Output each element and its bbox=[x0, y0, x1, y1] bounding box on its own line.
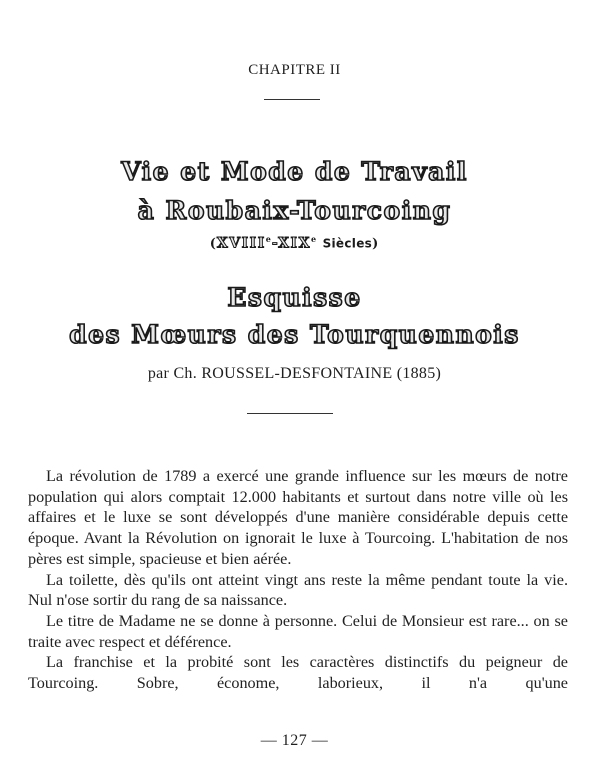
page-number: — 127 — bbox=[260, 732, 329, 749]
section-rule bbox=[247, 413, 333, 414]
chapter-heading: CHAPITRE II bbox=[248, 62, 341, 78]
paragraph-1: La révolution de 1789 a exercé une grande influence sur les mœurs de notre population qui alors comptait 12.000 habitants et surtout dans notre ville où les affaires et le luxe se sont développés d'une manière considérable depuis cette époque. Avant la Révolution on ignorait le luxe à Tourcoing. L'habitation de nos pères est simple, spacieuse et bien aérée. bbox=[28, 467, 568, 568]
body-text bbox=[28, 466, 568, 694]
century-separator: - bbox=[271, 235, 279, 252]
centuries-word: Siècles bbox=[322, 236, 373, 251]
century-19: XIX bbox=[278, 235, 311, 252]
century-19-ordinal: e bbox=[310, 234, 318, 244]
paragraph-2: La toilette, dès qu'ils ont atteint vingt ans reste la même pendant toute la vie. Nul n'ose sortir du rang de sa naissance. bbox=[28, 570, 568, 610]
subtitle-close-paren: ) bbox=[372, 236, 380, 252]
subtitle-open-paren: ( bbox=[209, 236, 217, 252]
title-line-4: des Mœurs des Tourquennois bbox=[69, 320, 520, 349]
chapter-rule bbox=[264, 99, 320, 100]
century-18-ordinal: e bbox=[265, 234, 272, 244]
author-line: par Ch. ROUSSEL-DESFONTAINE (1885) bbox=[147, 365, 442, 382]
title-line-1: Vie et Mode de Travail bbox=[121, 157, 468, 186]
title-line-3: Esquisse bbox=[227, 283, 362, 312]
centuries-subtitle bbox=[0, 234, 589, 251]
paragraph-3: Le titre de Madame ne se donne à personne. Celui de Monsieur est rare... on se traite avec respect et déférence. bbox=[28, 611, 568, 651]
paragraph-4: La franchise et la probité sont les caractères distinctifs du peigneur de Tourcoing. Sobre, économe, laborieux, il n'a qu'une bbox=[28, 653, 568, 693]
title-line-2: à Roubaix-Tourcoing bbox=[137, 196, 452, 225]
century-18: XVIII bbox=[216, 235, 266, 252]
